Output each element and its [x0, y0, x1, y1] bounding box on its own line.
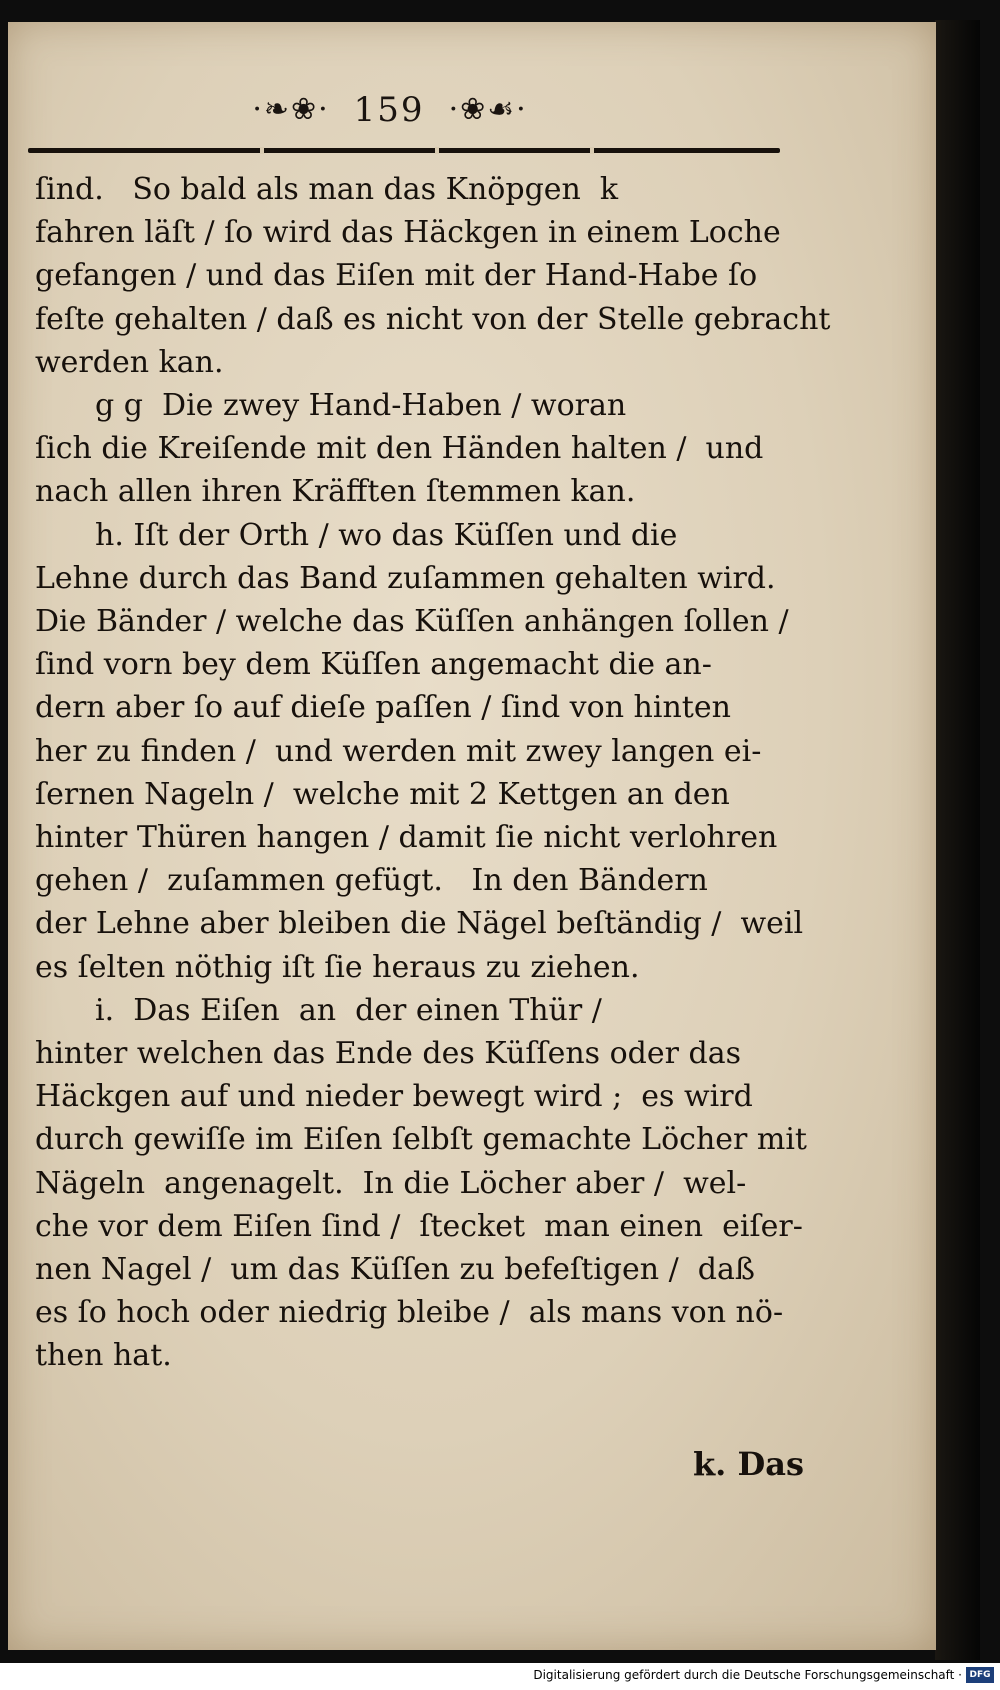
text-line: durch gewiſſe im Eiſen ſelbſt gemachte Löcher mit [35, 1122, 807, 1158]
text-line: hinter Thüren hangen / damit ſie nicht verlohren [35, 820, 778, 856]
text-line: ſernen Nageln / welche mit 2 Kettgen an den [35, 776, 730, 812]
header-ornament-left: ·❧❀· [252, 92, 330, 127]
paragraph-start-line: i. Das Eiſen an der einen Thür / [95, 992, 602, 1028]
text-line: then hat. [35, 1338, 172, 1374]
page-number: 159 [353, 90, 425, 130]
text-line: werden kan. [35, 344, 224, 380]
text-line: ſind. So bald als man das Knöpgen k [35, 172, 619, 207]
text-line: es ſo hoch oder niedrig bleibe / als mans von nö- [35, 1295, 784, 1331]
text-line: nach allen ihren Kräfften ſtemmen kan. [35, 474, 636, 510]
text-line: hinter welchen das Ende des Küſſens oder das [35, 1036, 741, 1072]
text-line: nen Nagel / um das Küſſen zu befeſtigen / daß [35, 1252, 755, 1288]
rule-break [260, 147, 264, 154]
text-line: Nägeln angenagelt. In die Löcher aber / wel- [35, 1165, 747, 1201]
text-line: feſte gehalten / daß es nicht von der Stelle gebracht [35, 301, 831, 337]
header-ornament-right: ·❀☙· [448, 92, 528, 127]
text-line: es ſelten nöthig iſt ſie heraus zu ziehen. [35, 949, 640, 985]
text-line: gefangen / und das Eiſen mit der Hand-Habe ſo [35, 258, 758, 294]
catchword: k. Das [693, 1445, 804, 1483]
text-line: Die Bänder / welche das Küſſen anhängen ſollen / [35, 604, 789, 640]
text-line: dern aber ſo auf dieſe paſſen / ſind von hinten [35, 690, 731, 726]
book-edge [935, 20, 980, 1660]
text-line: ſind vorn bey dem Küſſen angemacht die an- [35, 647, 712, 683]
text-line: gehen / zuſammen gefügt. In den Bändern [35, 863, 708, 899]
paragraph-start-line: g g Die zwey Hand-Haben / woran [95, 388, 627, 424]
header-rule [28, 148, 780, 153]
funding-credit: Digitalisierung gefördert durch die Deutsche Forschungsgemeinschaft · [533, 1668, 962, 1682]
text-line: der Lehne aber bleiben die Nägel beſtändig / weil [35, 906, 804, 942]
text-line: Lehne durch das Band zuſammen gehalten wird. [35, 560, 776, 596]
dfg-logo: DFG [966, 1667, 994, 1683]
page-body-text [35, 168, 831, 1378]
rule-break [435, 147, 439, 154]
text-line: fahren läſt / ſo wird das Häckgen in einem Loche [35, 215, 781, 251]
text-line: Häckgen auf und nieder bewegt wird ; es wird [35, 1079, 753, 1115]
paragraph-start-line: h. Iſt der Orth / wo das Küſſen und die [95, 517, 678, 553]
text-line: ſich die Kreiſende mit den Händen halten / und [35, 431, 764, 467]
page-header [200, 85, 580, 135]
text-line: che vor dem Eiſen ſind / ſtecket man einen eiſer- [35, 1208, 803, 1244]
text-line: her zu finden / und werden mit zwey langen ei- [35, 733, 762, 769]
rule-break [590, 147, 594, 154]
